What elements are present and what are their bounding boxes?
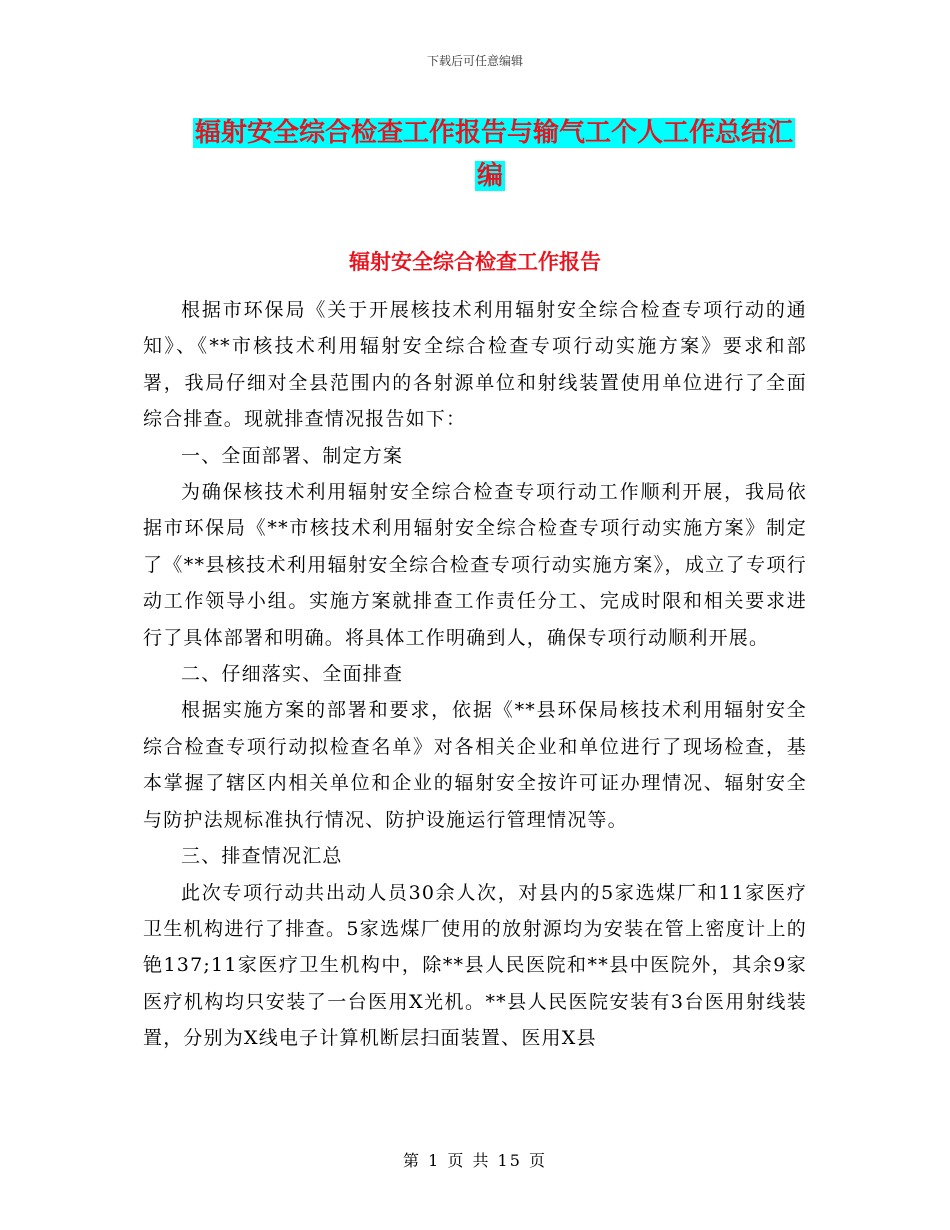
document-title-line-2 bbox=[145, 155, 835, 198]
document-title-line-1 bbox=[145, 112, 835, 155]
paragraph-intro: 根据市环保局《关于开展核技术利用辐射安全综合检查专项行动的通知》、《**市核技术利用辐射安全综合检查专项行动实施方案》要求和部署，我局仔细对全县范围内的各射源单位和射线装置使用单位进行了全面综合排查。现就排查情况报告如下： bbox=[143, 299, 807, 431]
title-highlight-1: 辐射安全综合检查工作报告与输气工个人工作总结汇 bbox=[195, 118, 794, 148]
heading-3: 三、排查情况汇总 bbox=[181, 845, 343, 868]
paragraph-1: 为确保核技术利用辐射安全综合检查专项行动工作顺利开展，我局依据市环保局《**市核技术利用辐射安全综合检查专项行动实施方案》制定了《**县核技术利用辐射安全综合检查专项行动实施方案》，成立了专项行动工作领导小组。实施方案就排查工作责任分工、完成时限和相关要求进行了具体部署和明确。将具体工作明确到人，确保专项行动顺利开展。 bbox=[143, 481, 807, 649]
paragraph-2: 根据实施方案的部署和要求，依据《**县环保局核技术利用辐射安全综合检查专项行动拟检查名单》对各相关企业和单位进行了现场检查，基本掌握了辖区内相关单位和企业的辐射安全按许可证办理情况、辐射安全与防护法规标准执行情况、防护设施运行管理情况等。 bbox=[143, 699, 807, 831]
heading-2: 二、仔细落实、全面排查 bbox=[181, 663, 404, 686]
heading-1: 一、全面部署、制定方案 bbox=[181, 444, 404, 467]
title-highlight-2: 编 bbox=[476, 161, 503, 191]
header-note: 下载后可任意编辑 bbox=[426, 54, 523, 68]
report-body bbox=[143, 292, 807, 1057]
paragraph-3: 此次专项行动共出动人员30余人次，对县内的5家选煤厂和11家医疗卫生机构进行了排查。5家选煤厂使用的放射源均为安装在管上密度计上的铯137;11家医疗卫生机构中，除**县人民医院和**县中医院外，其余9家医疗机构均只安装了一台医用X光机。**县人民医院安装有3台医用射线装置，分别为X线电子计算机断层扫面装置、医用X县 bbox=[143, 881, 807, 1050]
page-footer: 第 1 页 共 15 页 bbox=[403, 1151, 547, 1170]
document-title bbox=[145, 112, 835, 198]
section-title: 辐射安全综合检查工作报告 bbox=[349, 250, 601, 274]
